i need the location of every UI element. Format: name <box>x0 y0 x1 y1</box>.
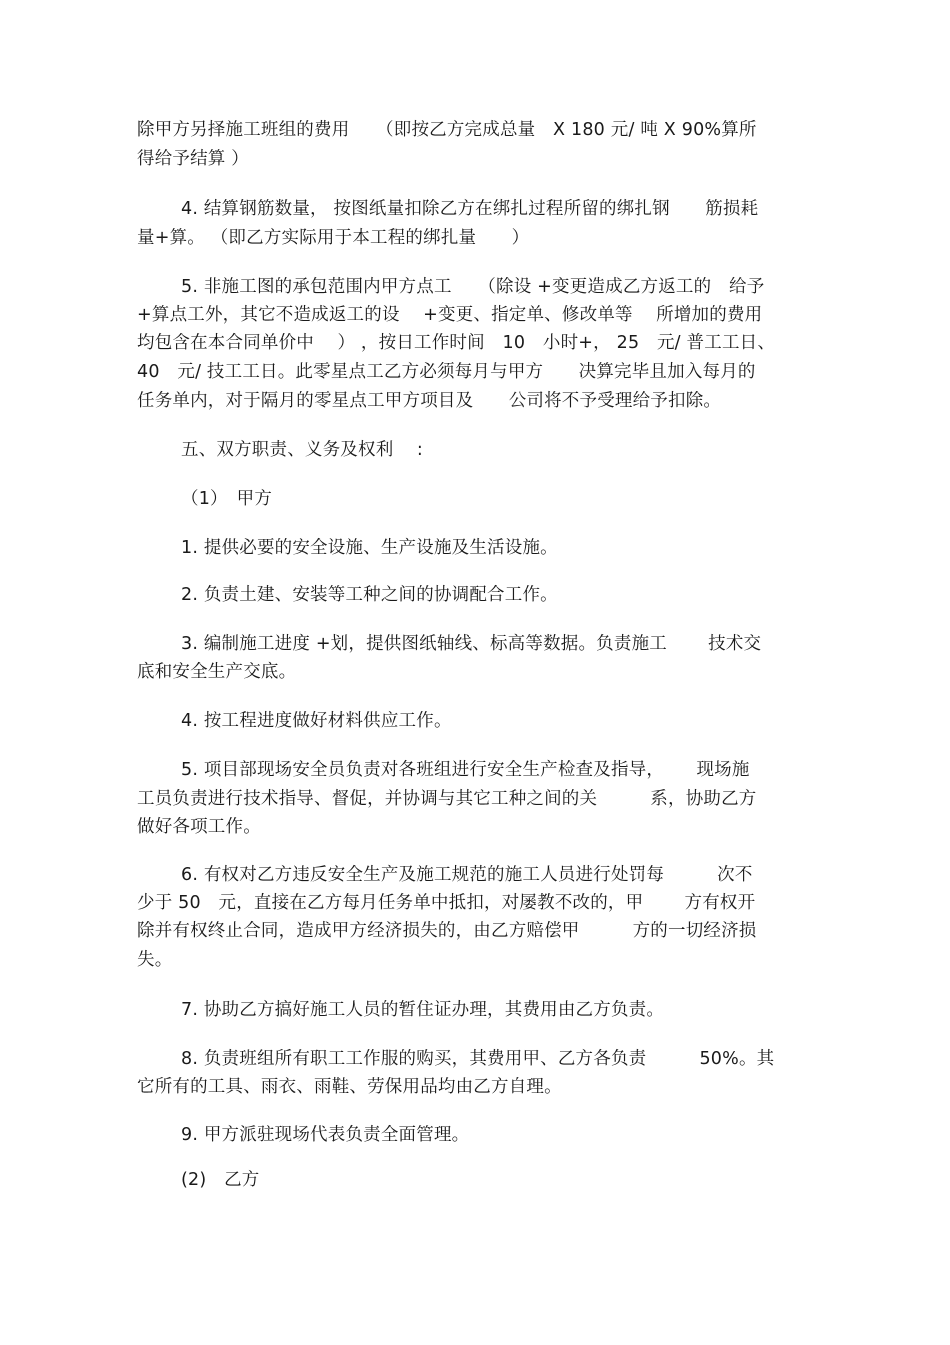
text-line: 2. 负责土建、安装等工种之间的协调配合工作。 <box>181 585 558 605</box>
text-line: 得给予结算 ） <box>137 149 249 169</box>
text-line: 4. 结算钢筋数量， 按图纸量扣除乙方在绑扎过程所留的绑扎钢 筋损耗 <box>181 199 759 219</box>
text-line: 除并有权终止合同，造成甲方经济损失的，由乙方赔偿甲 方的一切经济损 <box>137 921 757 941</box>
text-line: 量+算。 （即乙方实际用于本工程的绑扎量 ） <box>137 228 530 248</box>
text-line: 少于 50 元，直接在乙方每月任务单中抵扣，对屡教不改的，甲 方有权开 <box>137 893 756 913</box>
text-line: 9. 甲方派驻现场代表负责全面管理。 <box>181 1125 470 1145</box>
text-line: 均包含在本合同单价中 ） ，按日工作时间 10 小时+， 25 元/ 普工工日、 <box>137 333 776 353</box>
text-line: 工员负责进行技术指导、督促，并协调与其它工种之间的关 系，协助乙方 <box>137 789 757 809</box>
text-line: 40 元/ 技工工日。此零星点工乙方必须每月与甲方 决算完毕且加入每月的 <box>137 362 756 382</box>
text-line: 5. 非施工图的承包范围内甲方点工 （除设 +变更造成乙方返工的 给予 <box>181 277 765 297</box>
text-line: 除甲方另择施工班组的费用 （即按乙方完成总量 X 180 元/ 吨 X 90%算所 <box>137 120 757 140</box>
text-line: 做好各项工作。 <box>137 817 261 837</box>
text-line: +算点工外，其它不造成返工的设 +变更、指定单、修改单等 所增加的费用 <box>137 305 763 325</box>
text-line: 底和安全生产交底。 <box>137 662 297 682</box>
text-line: 3. 编制施工进度 +划，提供图纸轴线、标高等数据。负责施工 技术交 <box>181 634 762 654</box>
text-line: 1. 提供必要的安全设施、生产设施及生活设施。 <box>181 538 558 558</box>
text-line: 4. 按工程进度做好材料供应工作。 <box>181 711 452 731</box>
subsection-heading: (2) 乙方 <box>181 1170 260 1190</box>
text-line: 7. 协助乙方搞好施工人员的暂住证办理，其费用由乙方负责。 <box>181 1000 665 1020</box>
section-heading: 五、双方职责、义务及权利 : <box>181 440 423 460</box>
subsection-heading: （1） 甲方 <box>181 489 273 509</box>
text-line: 5. 项目部现场安全员负责对各班组进行安全生产检查及指导， 现场施 <box>181 760 750 780</box>
text-line: 它所有的工具、雨衣、雨鞋、劳保用品均由乙方自理。 <box>137 1077 562 1097</box>
text-line: 8. 负责班组所有职工工作服的购买，其费用甲、乙方各负责 50%。其 <box>181 1049 775 1069</box>
text-line: 6. 有权对乙方违反安全生产及施工规范的施工人员进行处罚每 次不 <box>181 865 753 885</box>
text-line: 失。 <box>137 950 173 970</box>
text-line: 任务单内，对于隔月的零星点工甲方项目及 公司将不予受理给予扣除。 <box>137 391 722 411</box>
